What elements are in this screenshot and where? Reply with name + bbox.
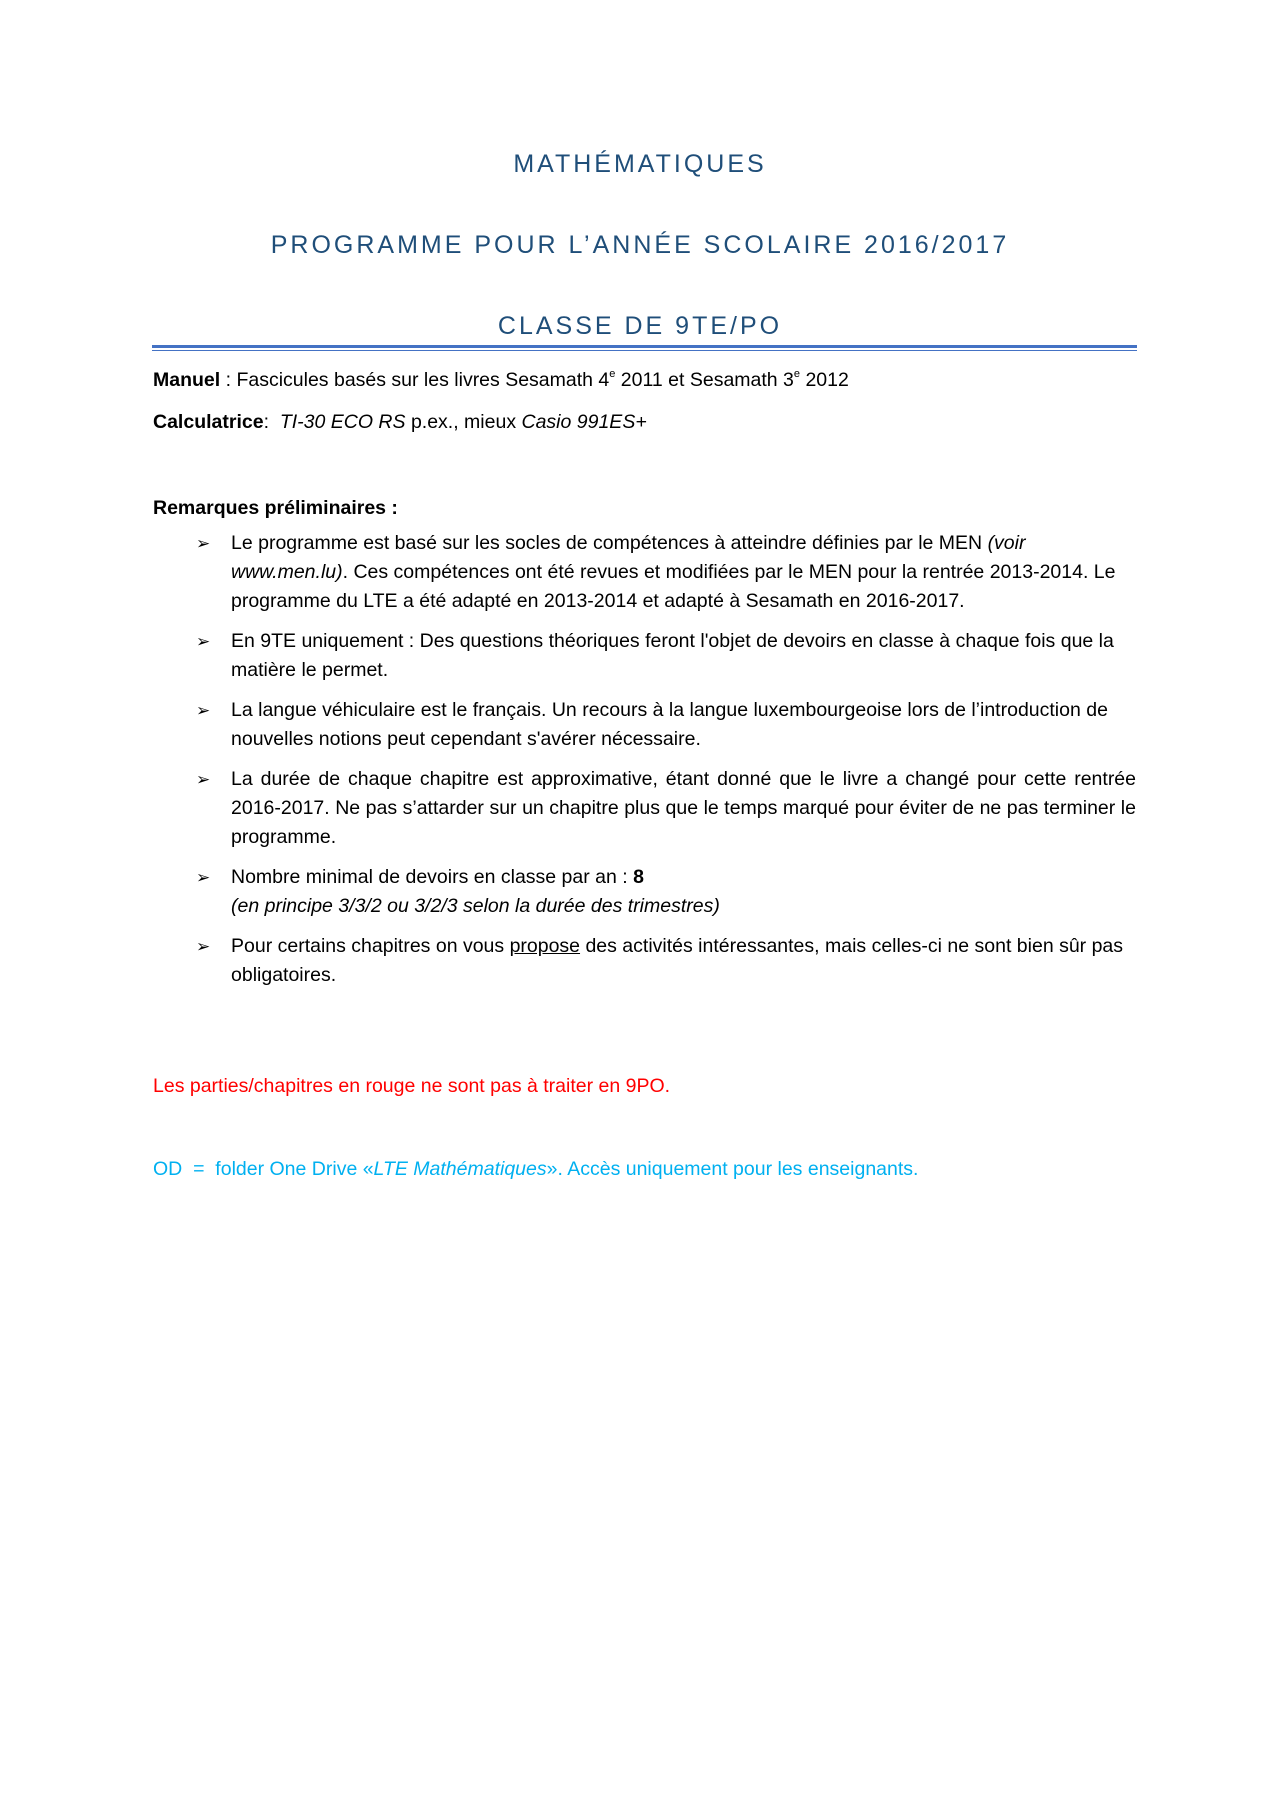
calculatrice-middle: p.ex., mieux <box>405 411 522 433</box>
heading-rule-thick <box>152 345 1137 348</box>
arrow-bullet-icon: ➢ <box>196 632 211 651</box>
remark-text: La durée de chaque chapitre est approximative, étant donné que le livre a changé pour cette rentrée 2016-2017. Ne pas s’attarder sur un chapitre plus que le temps marqué pour éviter de ne pas terminer le programme. <box>231 768 1136 848</box>
manuel-label: Manuel <box>153 369 221 391</box>
calculatrice-line <box>153 410 647 434</box>
arrow-bullet-icon: ➢ <box>196 534 211 553</box>
remarks-title: Remarques préliminaires : <box>153 497 398 519</box>
remark-text: des activités intéressantes, mais celles-ci ne sont bien sûr pas obligatoires. <box>231 935 1124 986</box>
remark-item <box>196 932 1136 990</box>
calculatrice-label: Calculatrice <box>153 411 264 433</box>
blue-note-italic: LTE Mathématiques <box>373 1158 547 1180</box>
arrow-bullet-icon: ➢ <box>196 937 211 956</box>
arrow-bullet-icon: ➢ <box>196 868 211 887</box>
remark-item <box>196 529 1136 616</box>
remark-italic: (voir www.men.lu) <box>231 532 1026 583</box>
remark-text: Nombre minimal de devoirs en classe par an : <box>231 866 634 888</box>
remark-item <box>196 627 1136 685</box>
remark-text: En 9TE uniquement : Des questions théoriques feront l'objet de devoirs en classe à chaque fois que la matière le permet. <box>231 630 1114 681</box>
remarks-list <box>196 529 1136 1001</box>
program-heading: PROGRAMME POUR L’ANNÉE SCOLAIRE 2016/2017 <box>270 231 1010 259</box>
remark-item <box>196 863 1136 921</box>
remark-underlined: propose <box>509 935 581 957</box>
remark-item <box>196 696 1136 754</box>
class-heading: CLASSE DE 9TE/PO <box>497 312 783 340</box>
blue-note <box>153 1157 918 1181</box>
manuel-text-b: 2011 et Sesamath 3 <box>615 369 794 391</box>
manuel-text-a: : Fascicules basés sur les livres Sesamath 4 <box>220 369 610 391</box>
manuel-line <box>153 368 849 392</box>
blue-note-text-b: ». Accès uniquement pour les enseignants. <box>546 1158 919 1180</box>
manuel-text-c: 2012 <box>800 369 849 391</box>
calculatrice-model-b: Casio 991ES+ <box>521 411 647 433</box>
calculatrice-sep: : <box>263 411 280 433</box>
red-note: Les parties/chapitres en rouge ne sont pas à traiter en 9PO. <box>153 1075 671 1097</box>
blue-note-text-a: OD = folder One Drive « <box>153 1158 374 1180</box>
remark-italic: (en principe 3/3/2 ou 3/2/3 selon la durée des trimestres) <box>231 895 720 917</box>
remark-text: La langue véhiculaire est le français. Un recours à la langue luxembourgeoise lors de l’introduction de nouvelles notions peut cependant s'avérer nécessaire. <box>231 699 1108 750</box>
remark-text: Pour certains chapitres on vous <box>231 935 510 957</box>
calculatrice-model-a: TI-30 ECO RS <box>279 411 406 433</box>
arrow-bullet-icon: ➢ <box>196 770 211 789</box>
remark-item <box>196 765 1136 852</box>
arrow-bullet-icon: ➢ <box>196 701 211 720</box>
remark-text: Le programme est basé sur les socles de compétences à atteindre définies par le MEN <box>231 532 988 554</box>
remark-bold-count: 8 <box>633 866 644 888</box>
manuel-sup-b: e <box>793 368 801 380</box>
manuel-sup-a: e <box>609 368 616 380</box>
heading-rule-thin <box>152 350 1137 351</box>
subject-heading: MATHÉMATIQUES <box>513 150 767 178</box>
remark-text: . Ces compétences ont été revues et modifiées par le MEN pour la rentrée 2013-2014. Le programme du LTE a été adapté en 2013-2014 et adapté à Sesamath en 2016-2017. <box>231 561 1116 612</box>
